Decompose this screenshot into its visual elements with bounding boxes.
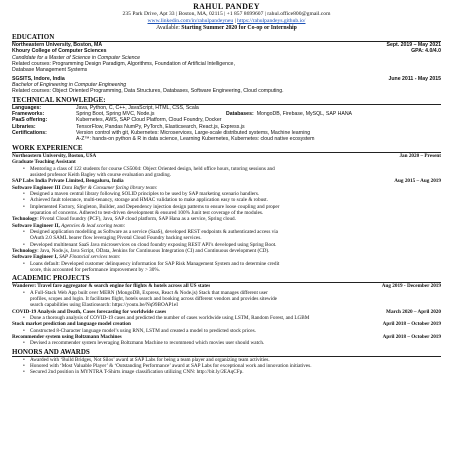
team-name: SAP Financial services team:	[59, 254, 121, 261]
project-title: COVID-19 Analysis and Death, Cases forecasting for worldwide cases	[12, 308, 167, 315]
linkedin-link[interactable]: www.linkedin.com/in/rahulpandeyneu	[147, 18, 234, 24]
skill-value: Version control with git, Kubernetes: Microservices, Large-scale distributed systems, Machine learning	[76, 130, 311, 137]
tech-label: Technology	[12, 247, 38, 254]
job-dates: Jan 2020 – Present	[399, 152, 441, 159]
coursework: Related courses: Object Oriented Programming, Data Structures, Databases, Software Engineering, Cloud computing.	[12, 88, 284, 95]
skill-label: Languages:	[12, 104, 42, 111]
section-honors-heading: HONORS AND AWARDS	[12, 348, 441, 357]
skill-value: MongoDB, Firebase, MySQL, SAP HANA	[256, 111, 353, 118]
contact-line: 235 Park Drive, Apt 33 | Boston, MA, 02115 | +1 857 8699607 | rahul.office800@gmail.com	[122, 11, 331, 17]
skill-row	[12, 136, 441, 142]
project-dates: April 2018 – October 2019	[382, 334, 441, 341]
skill-label: Frameworks:	[12, 111, 45, 118]
skill-value: TensorFlow, Pandas NumPy, PyTorch, Elasticsearch, React.js, Express.js	[76, 123, 245, 130]
availability-value: Starting Summer 2020 for Co-op or Internship	[181, 25, 297, 31]
college-name: Khoury College of Computer Sciences	[12, 48, 107, 55]
skill-label: Databases:	[226, 111, 254, 118]
honor-item: • Awarded with ‘Build Bridges, Not Silos’ award at SAP Labs for being a team player and organizing team activities.	[12, 357, 441, 363]
honor-item: • Honored with ‘Most Valuable Player’ & ‘Outstanding Performance’ award at SAP Labs for exceptional work and innovation initiatives.	[12, 363, 441, 369]
honor-item: • Secured 2nd position in MYNTRA T-Shirts image classification utilizing CNN: http://bit.ly/2EAqCFp.	[12, 369, 441, 375]
section-skills-heading: TECHNICAL KNOWLEDGE:	[12, 96, 441, 105]
project-bullet-cont: profiles, scopes and login. It facilitates flight, hotels search and booking across different vendors and provides sitewide	[30, 296, 277, 303]
project-dates: Aug 2019 - December 2019	[381, 283, 441, 290]
school-dates: Sept. 2019 – May 2021	[386, 42, 441, 48]
candidate-name: RAHUL PANDEY	[193, 2, 260, 11]
availability-line	[12, 25, 441, 32]
project-bullet: • A Full-Stack Web App built over MERN (MongoDB, Express, React & Node.js) Stack that manages different user	[12, 290, 441, 296]
job-bullet: • Designed a maven central library following SOLID principles to be used by SAP marketing scenario handlers.	[12, 191, 441, 197]
section-projects-heading: ACADEMIC PROJECTS	[12, 274, 441, 283]
skill-label: Certifications:	[12, 130, 47, 137]
degree: Bachelor of Engineering in Computer Engineering	[12, 82, 127, 89]
job-bullet: • Designed application modelling as Software as a service (SaaS), developed REST endpoints & authenticated access via	[12, 229, 441, 235]
skill-value: Java, Python, C, C++, JavaScript, HTML, CSS, Scala	[76, 104, 199, 111]
project-bullet: • Devised a recommender system leveraging Boltzmann Machine to recommend which movies user should watch.	[12, 340, 441, 346]
job-title: Graduate Teaching Assistant	[12, 159, 76, 166]
school-name: Northeastern University, Boston, MA	[12, 42, 103, 48]
job-title: Software Engineer II,	[12, 222, 60, 229]
skill-value: Spring Boot, Spring MVC, Node.js	[76, 111, 155, 118]
skill-label: Libraries:	[12, 123, 36, 130]
gpa: GPA: 4.0/4.0	[411, 48, 441, 55]
employer: SAP Labs India Private Limited, Bengaluru, India	[12, 178, 124, 185]
project-title: Wanderer: Travel fare aggregator & search engine for flights & hotels across all US states	[12, 283, 211, 290]
section-work-heading: WORK EXPERIENCE	[12, 144, 441, 153]
job-title: Software Engineer I,	[12, 254, 58, 261]
tech-value: : Java, Node.js, Java Script, OData, Jenkins for Continuous Integration (CI) and Continuous development (CD).	[37, 247, 270, 254]
employer: Northeastern University, Boston, USA	[12, 152, 97, 159]
project-title: Stock market prediction and language model creation	[12, 321, 131, 328]
job-bullet: • Mentoring a class of 122 students for course CS5004: Object Oriented design, held office hours, tutoring sessions and	[12, 166, 441, 172]
school-dates: June 2011 - May 2015	[388, 75, 441, 82]
availability-label: Available:	[156, 25, 180, 31]
skill-value: Kubernetes, AWS, SAP Cloud Platform, Cloud Foundry, Docker	[76, 117, 222, 124]
tech-value: : Pivotal Cloud foundry (PCF), Java, SAP cloud platform, SAP Hana as a service, Spring cloud.	[37, 216, 236, 223]
link-separator: |	[233, 18, 238, 24]
job-title: Software Engineer III	[12, 184, 61, 191]
project-bullet: • Constructed 8-Character language model’s using RNN, LSTM and created a model to predicted stock prices.	[12, 328, 441, 334]
project-dates: April 2018 – October 2019	[382, 321, 441, 328]
project-dates: March 2020 – April 2020	[386, 308, 441, 315]
team-name: Agencies & lead scoring team:	[61, 222, 126, 229]
coursework: Database Management Systems	[12, 67, 88, 74]
job-bullet-cont: assisted professor Keith Bagley with course evaluation and grading.	[30, 171, 172, 178]
section-education-heading: EDUCATION	[12, 33, 441, 42]
job-bullet: • Loans default: Developed customer delinquency information for SAP Risk Management System and to determine credit	[12, 261, 441, 267]
project-bullet-cont: search capabilities using Elasticsearch: https://youtu.be/Nq99BOAP1eI	[30, 302, 178, 309]
school-name: SGSITS, Indore, India	[12, 75, 65, 82]
skill-value: A-Z™: hands-on python & R in data science, Learning Kubernetes, Kubernetes: cloud native ecosystem	[76, 136, 315, 143]
job-bullet: • Developed multitenant SaaS Java microservices on cloud foundry exposing REST API’s developed using Spring Boot.	[12, 242, 441, 248]
coursework: Related courses: Programming Design Paradigm, Algorithms, Foundation of Artificial Intelligence,	[12, 61, 235, 68]
degree: Candidate for a Master of Science in Computer Science	[12, 54, 141, 61]
project-title: Recommender system using Boltzmann Machines	[12, 334, 122, 341]
links-line	[12, 18, 441, 25]
skill-label: PaaS offering:	[12, 117, 48, 124]
job-bullet: • Achieved fault tolerance, multi-tenancy, storage and HMAC validation to make application easy to scale & robust.	[12, 197, 441, 203]
job-dates: Aug 2015 – Aug 2019	[394, 178, 441, 185]
tech-label: Technology	[12, 216, 38, 223]
job-bullet-cont: separation of concerns. Adhered to test-driven development & ensured 100% Junit test coverage of the modules.	[30, 209, 264, 216]
job-bullet-cont: score, this accounted for performance improvement by > 30%.	[30, 267, 160, 273]
job-bullet-cont: OAuth 2.0 SAML bearer flow leveraging Pivotal Cloud Foundry backing services.	[30, 235, 202, 242]
team-name: Data Buffer & Consumer facing library team:	[61, 184, 158, 191]
project-bullet: • Done a thorough analysis of COVID-19 cases and predicted the number of cases worldwide using LSTM, Random Forest, and LGBM	[12, 315, 441, 321]
job-bullet: • Implemented Factory, Singleton, Builder, and Dependency injection design patterns to ensure loose coupling and proper	[12, 204, 441, 210]
github-link[interactable]: https://rahulpandeys.github.io/	[237, 18, 306, 24]
